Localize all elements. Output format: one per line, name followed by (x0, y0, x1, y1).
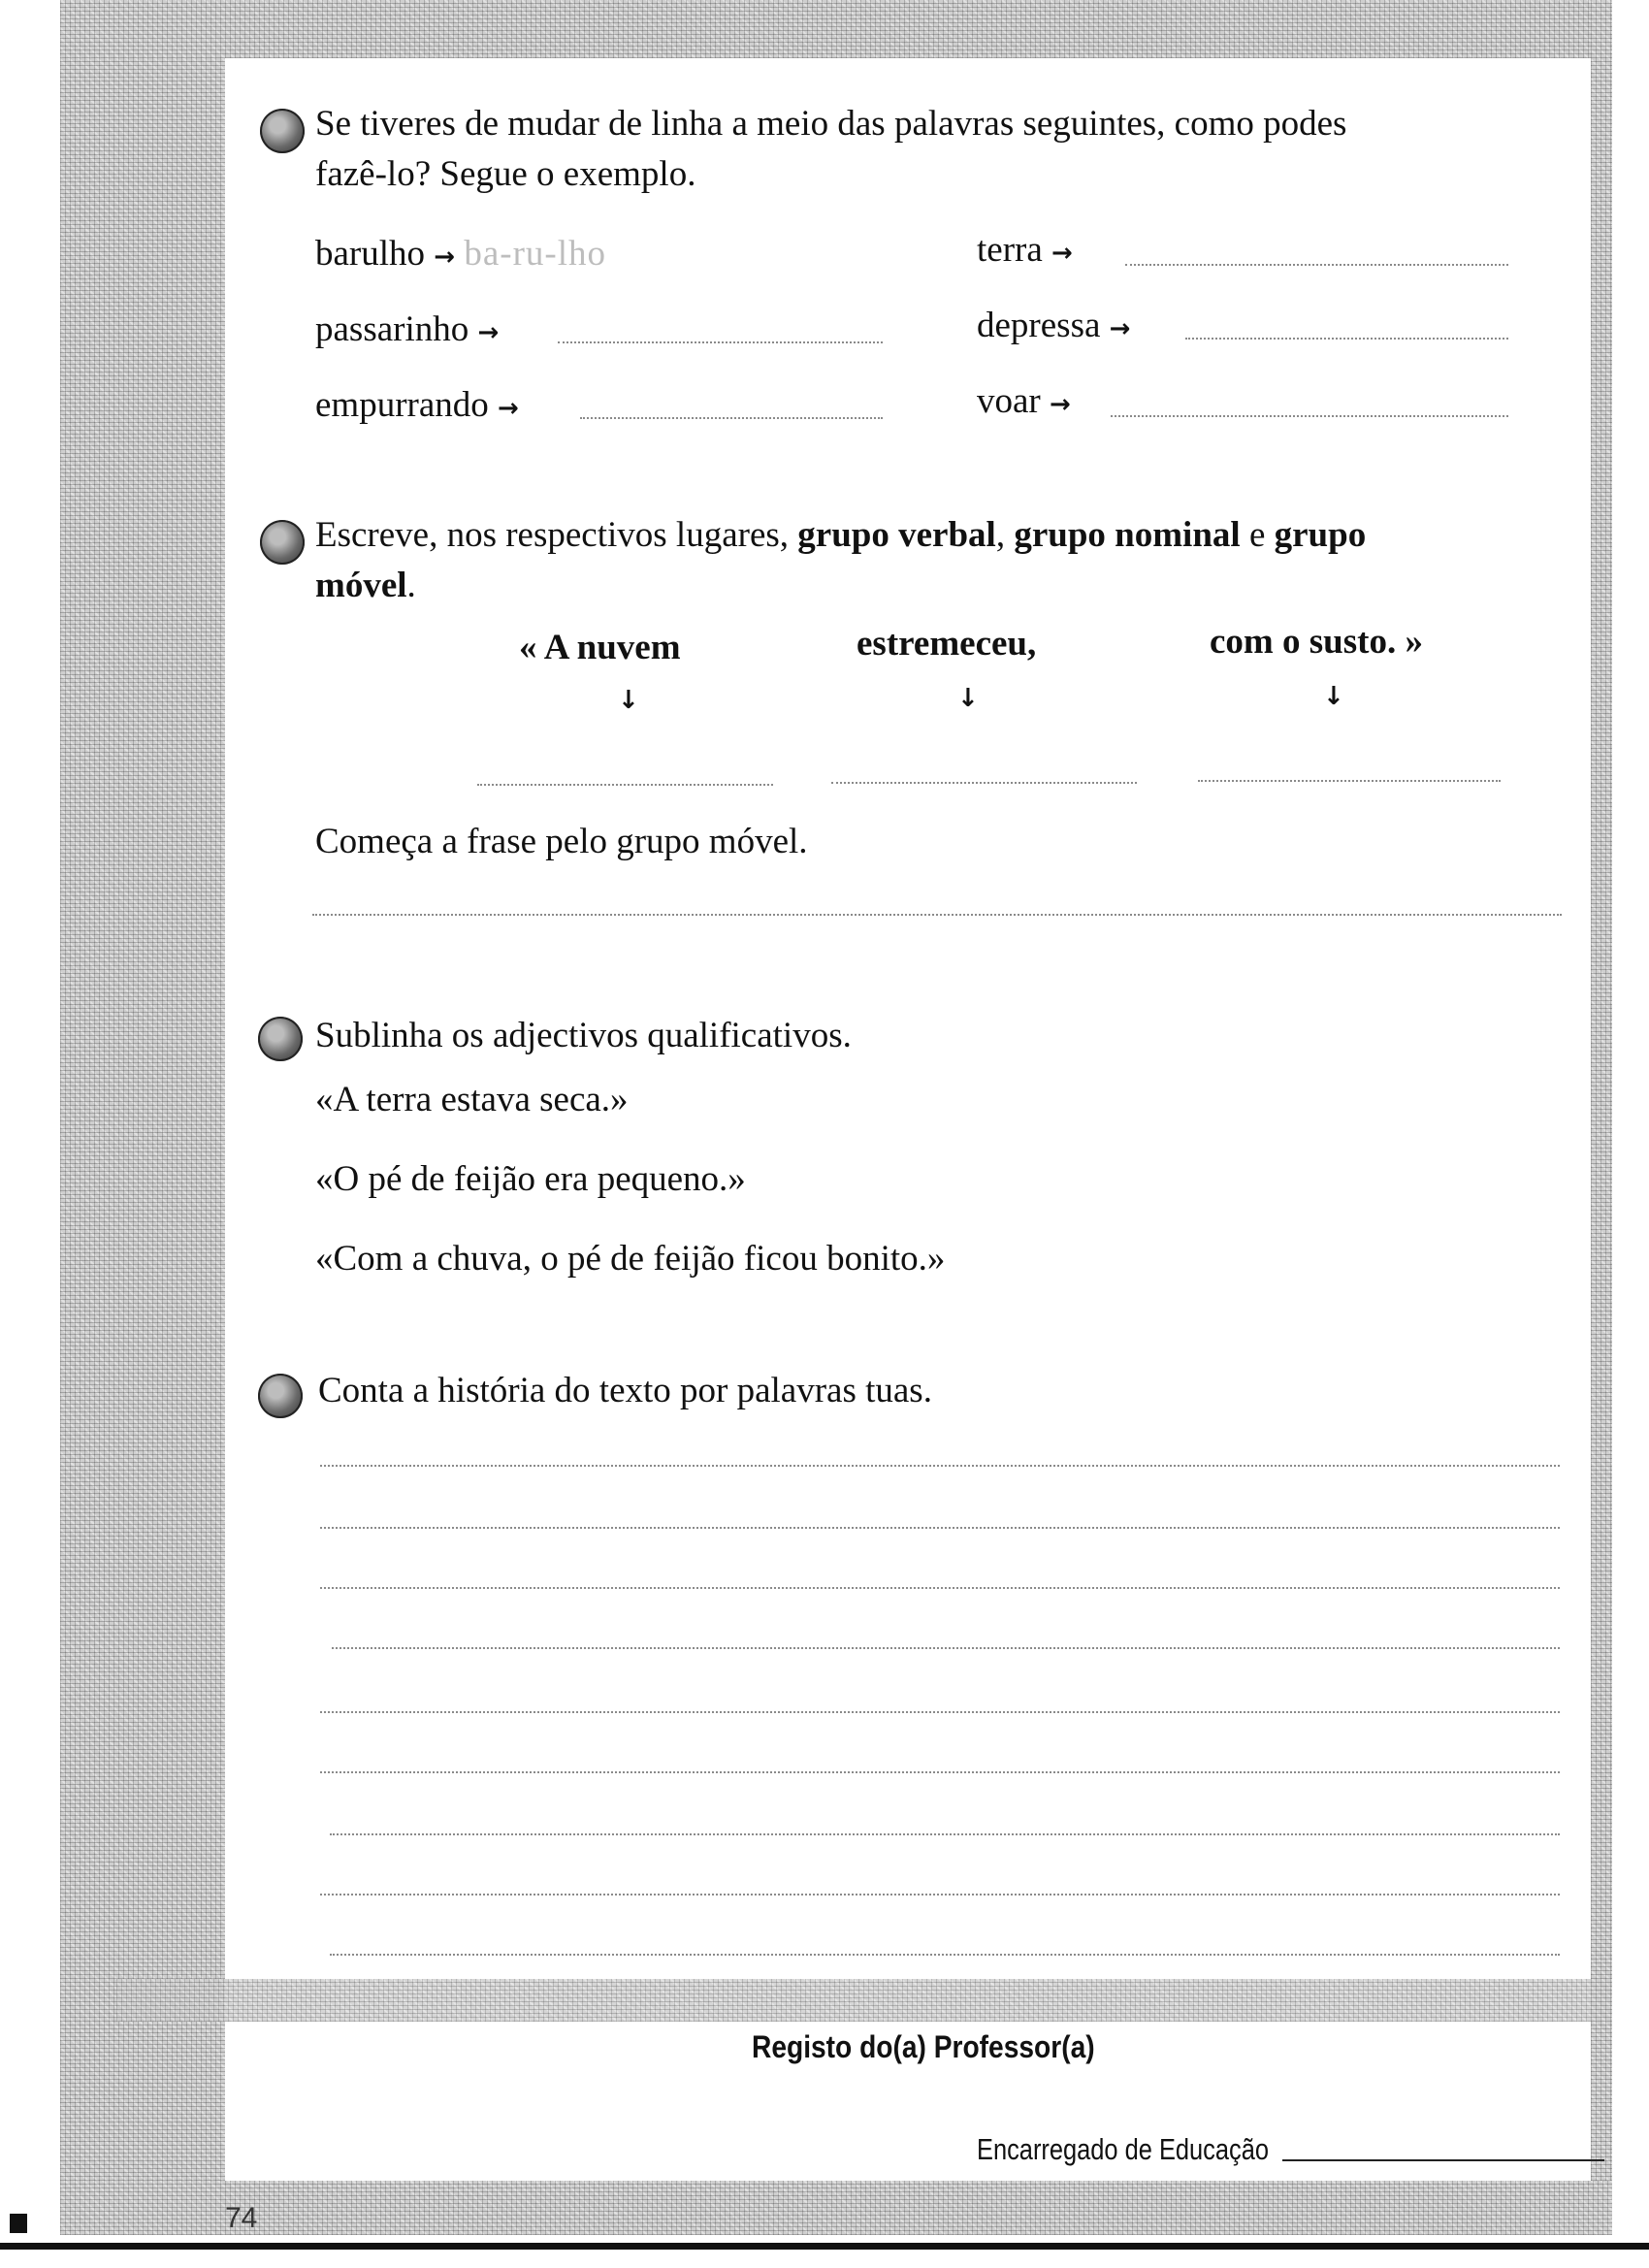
bottom-halftone-border (60, 2181, 1612, 2235)
term-grupo-nominal: grupo nominal (1014, 515, 1241, 555)
right-arrow-icon: → (434, 243, 456, 272)
word-passarinho (315, 307, 499, 356)
exercise-6-prompt-line1 (315, 512, 1366, 559)
right-arrow-icon: → (477, 318, 500, 347)
right-arrow-icon: → (1051, 239, 1073, 268)
sentence-part-1: « A nuvem (519, 628, 681, 667)
writing-line[interactable] (320, 1894, 1560, 1895)
corner-mark (10, 2214, 27, 2233)
writing-line[interactable] (320, 1527, 1560, 1529)
exercise-6-prompt-line2 (315, 563, 416, 609)
right-arrow-icon: → (498, 394, 519, 423)
teacher-record-heading: Registo do(a) Professor(a) (752, 2029, 1095, 2064)
word-label: voar (977, 381, 1041, 421)
word-label: terra (977, 230, 1043, 270)
prompt-text: Escreve, nos respectivos lugares, (315, 515, 798, 555)
left-halftone-border (60, 0, 225, 2231)
sentence-part-3: com o susto. » (1210, 622, 1423, 662)
separator: e (1240, 515, 1275, 555)
writing-line[interactable] (320, 1465, 1560, 1467)
exercise-6-number-icon (260, 520, 305, 565)
page-number: 74 (225, 2202, 258, 2234)
down-arrow-icon: ↓ (957, 684, 979, 713)
exercise-7-sentence-2[interactable]: «O pé de feijão era pequeno.» (315, 1159, 746, 1199)
writing-line[interactable] (330, 1833, 1560, 1835)
guardian-signature-label: Encarregado de Educação (977, 2132, 1270, 2166)
word-label: barulho (315, 234, 426, 274)
example-answer: ba-ru-lho (464, 234, 606, 274)
writing-line[interactable] (320, 1587, 1560, 1589)
writing-line[interactable] (320, 1711, 1560, 1713)
word-voar (977, 378, 1071, 428)
term-grupo-verbal: grupo verbal (797, 515, 996, 555)
down-arrow-icon: ↓ (618, 686, 639, 715)
word-label: passarinho (315, 309, 469, 349)
answer-line-depressa[interactable] (1185, 338, 1508, 340)
exercise-5-prompt-line1: Se tiveres de mudar de linha a meio das palavras seguintes, como podes (315, 104, 1347, 144)
term-grupo: grupo (1274, 515, 1367, 555)
term-movel: móvel (315, 566, 407, 605)
exercise-7-sentence-1[interactable]: «A terra estava seca.» (315, 1080, 629, 1119)
exercise-5-number-icon (260, 109, 305, 153)
answer-line-passarinho[interactable] (558, 341, 883, 343)
answer-line-grupo-verbal[interactable] (831, 782, 1137, 784)
top-halftone-border (60, 0, 1612, 58)
answer-line-empurrando[interactable] (580, 417, 883, 419)
word-barulho (315, 231, 606, 280)
right-arrow-icon: → (1050, 390, 1071, 419)
exercise-8-number-icon (258, 1374, 303, 1418)
sentence-part-2: estremeceu, (857, 624, 1037, 664)
answer-line-grupo-movel[interactable] (1198, 780, 1501, 782)
down-arrow-icon: ↓ (1323, 682, 1344, 711)
exercise-8-prompt: Conta a história do texto por palavras tuas. (318, 1371, 932, 1410)
word-terra (977, 227, 1073, 276)
period: . (406, 566, 416, 605)
exercise-7-sentence-3[interactable]: «Com a chuva, o pé de feijão ficou bonito.» (315, 1239, 946, 1279)
answer-line-grupo-nominal[interactable] (477, 784, 773, 786)
exercise-7-prompt: Sublinha os adjectivos qualificativos. (315, 1016, 852, 1055)
right-arrow-icon: → (1109, 314, 1131, 343)
answer-line-voar[interactable] (1111, 415, 1508, 417)
guardian-signature-line[interactable] (1282, 2159, 1604, 2161)
word-label: empurrando (315, 385, 489, 425)
word-empurrando (315, 382, 519, 432)
writing-line[interactable] (332, 1647, 1560, 1649)
exercise-7-number-icon (258, 1017, 303, 1061)
answer-line-reordered-sentence[interactable] (312, 914, 1562, 916)
writing-line[interactable] (330, 1954, 1560, 1956)
answer-line-terra[interactable] (1125, 264, 1508, 266)
word-depressa (977, 303, 1130, 352)
writing-line[interactable] (320, 1771, 1560, 1773)
footer-halftone-divider (116, 1979, 1612, 2022)
separator: , (995, 515, 1015, 555)
word-label: depressa (977, 306, 1101, 345)
right-halftone-border (1591, 0, 1612, 2231)
bottom-rule (0, 2243, 1649, 2250)
exercise-5-prompt-line2: fazê-lo? Segue o exemplo. (315, 154, 696, 194)
exercise-6-instruction: Começa a frase pelo grupo móvel. (315, 822, 808, 861)
